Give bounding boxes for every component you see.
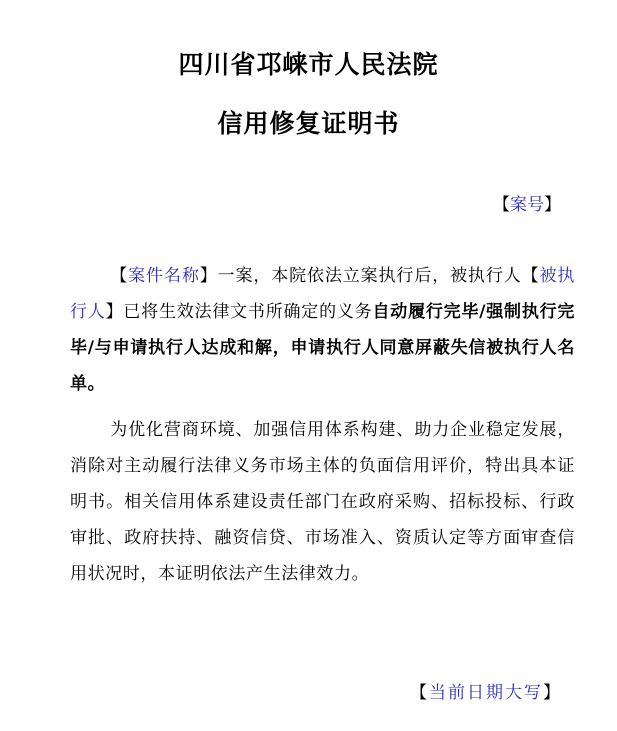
paragraph-legal-effect	[70, 412, 575, 592]
date-line	[410, 678, 562, 703]
paragraph-execution	[70, 258, 575, 402]
case-number-placeholder: 案号	[510, 195, 544, 215]
paragraph-text: 为优化营商环境、加强信用体系构建、助力企业稳定发展，消除对主动履行法律义务市场主体的负面信用评价，特出具本证明书。相关信用体系建设责任部门在政府采购、招标投标、行政审批、政府扶持、融资信贷、市场准入、资质认定等方面审查信用状况时，本证明依法产生法律效力。	[70, 420, 575, 584]
paragraph-text: 已将生效法律文书所确定的义务	[123, 302, 373, 322]
court-name: 四川省邛崃市人民法院	[178, 50, 439, 79]
executee-placeholder: 被执行人	[70, 266, 575, 322]
bracket-open: 【	[110, 266, 129, 286]
paragraph-text: 】一案，本院依法立案执行后，被执行人	[199, 266, 522, 286]
bracket-close: 】	[543, 683, 562, 703]
case-number	[493, 190, 561, 215]
case-name-placeholder: 案件名称	[128, 266, 200, 286]
execution-status-text: 自动履行完毕/强制执行完毕/与申请执行人达成和解，申请执行人同意屏蔽失信被执行人名单。	[70, 302, 575, 394]
bracket-open: 【	[493, 195, 510, 215]
bracket-close: 】	[544, 195, 561, 215]
document-title: 信用修复证明书	[217, 109, 400, 138]
bracket-open: 【	[410, 683, 429, 703]
bracket-close: 】	[105, 302, 124, 322]
bracket-open: 【	[521, 266, 540, 286]
date-placeholder: 当前日期大写	[429, 683, 543, 703]
